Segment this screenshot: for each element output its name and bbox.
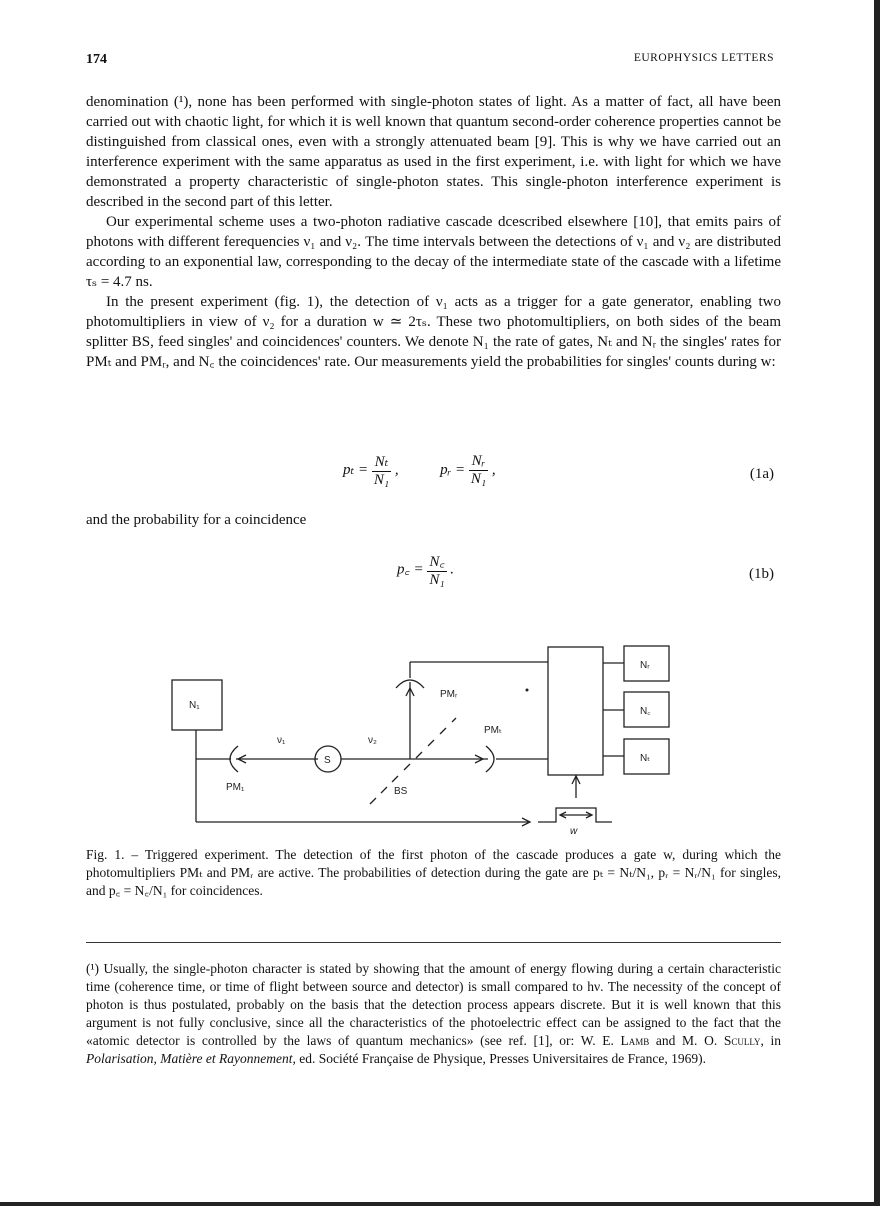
pmr-label: PMᵣ xyxy=(440,689,458,700)
fraction xyxy=(427,551,446,589)
denominator: N₁ xyxy=(429,572,445,588)
denominator: N₁ xyxy=(470,471,487,487)
bs-label: BS xyxy=(394,786,408,797)
footnote-text: and M. O. xyxy=(649,1033,724,1048)
numerator: Nᵣ xyxy=(469,453,488,471)
n1-label: N₁ xyxy=(189,700,200,711)
equation-number: (1b) xyxy=(749,566,774,582)
body-text xyxy=(86,92,781,372)
eq-lhs: p꜀ = xyxy=(397,561,424,578)
figure-1-diagram xyxy=(160,640,680,840)
footnote-author: Lamb xyxy=(620,1033,650,1048)
footnote-text: , ed. Société Française de Physique, Presses Universitaires de France, 1969). xyxy=(292,1051,706,1066)
journal-name: EUROPHYSICS LETTERS xyxy=(633,52,774,64)
pm1-label: PM₁ xyxy=(226,782,245,793)
fraction xyxy=(469,453,488,488)
body-text-line: and the probability for a coincidence xyxy=(86,512,307,528)
pmt-label: PMₜ xyxy=(484,725,502,736)
footnote-text: , in xyxy=(760,1033,781,1048)
footnote-title: Polarisation, Matière et Rayonnement xyxy=(86,1051,293,1066)
footnote-rule xyxy=(86,942,781,943)
nu1-label: ν₁ xyxy=(277,735,286,746)
denominator: N₁ xyxy=(373,472,390,488)
footnote-text: (¹) Usually, the single-photon character is stated by showing that the amount of energy flowing during a certain characteristic time (coherence time, or time of flight between source and detector) is small compared to hν. The necessity of the concept of photon is thus postulated, probably on the basis that the detection process appears discrete. But it is well known that this argument is not fully conclusive, since all the characteristics of the photoelectric effect can be assigned to the fact that the «atomic detector is controlled by the laws of quantum mechanics» (see ref. [1], or: W. E. xyxy=(86,961,781,1048)
numerator: Nₜ xyxy=(372,452,391,472)
fraction xyxy=(372,452,391,489)
equation-number: (1a) xyxy=(749,466,774,482)
nu2-label: ν₂ xyxy=(368,735,377,746)
paragraph: denomination (¹), none has been performed with single-photon states of light. As a matter of fact, all have been carried out with chaotic light, for which it is well known that quantum second-order coherence properties cannot be distinguished from classical ones, even with a strongly attenuated beam [9]. This is why we have carried out an interference experiment with the same apparatus as used in the first experiment, i.e. with light for which we have demonstrated a property characteristic of single-photon states. This single-photon interference experiment is described in the second part of this letter. xyxy=(86,94,781,210)
beam-splitter xyxy=(370,798,376,804)
footnote-author: Scully xyxy=(723,1033,761,1048)
source-label: S xyxy=(324,755,331,766)
gate-w-label: w xyxy=(570,826,578,837)
footnote xyxy=(86,960,781,1068)
numerator: N꜀ xyxy=(427,551,446,572)
page-number: 174 xyxy=(86,52,107,67)
nt-label: Nₜ xyxy=(640,753,651,764)
eq-lhs: pₜ = xyxy=(343,461,369,478)
paragraph: Our experimental scheme uses a two-photon radiative cascade dcescribed elsewhere [10], that emits pairs of photons with different ferequencies ν₁ and ν₂. The time intervals between the detections of ν₁ and ν₂ are distributed according to an exponential law, corresponding to the decay of the intermediate state of the cascade with a lifetime τₛ = 4.7 ns. xyxy=(86,214,781,290)
figure-caption: Fig. 1. – Triggered experiment. The detection of the first photon of the cascade produces a gate w, during which the photomultipliers PMₜ and PMᵣ are active. The probabilities of detection during the gate are pₜ = Nₜ/N₁, pᵣ = Nᵣ/N₁ for singles, and p꜀ = N꜀/N₁ for coincidences. xyxy=(86,847,781,898)
equation-1a: pₜ = $\frac{\text{Nₜ}}{\text{N₁}}$ , pᵣ = $\frac{\text{Nᵣ}}{\text{N₁}}$ , xyxy=(343,453,496,488)
nc-label: N꜀ xyxy=(640,706,651,717)
coincidence-unit-box xyxy=(548,647,603,775)
paragraph: In the present experiment (fig. 1), the detection of ν₁ acts as a trigger for a gate generator, enabling two photomultipliers in view of ν₂ for a duration w ≃ 2τₛ. These two photomultipliers, on both sides of the beam splitter BS, feed singles' and coincidences' counters. We denote N₁ the rate of gates, Nₜ and Nᵣ the singles' rates for PMₜ and PMᵣ, and N꜀ the coincidences' rate. Our measurements yield the probabilities for singles' counts during w: xyxy=(86,294,781,370)
eq-lhs: pᵣ = xyxy=(440,461,466,478)
equation-1b: p꜀ = $\frac{N꜀}{\text{N₁}}$ . xyxy=(397,551,454,589)
nr-label: Nᵣ xyxy=(640,660,650,671)
